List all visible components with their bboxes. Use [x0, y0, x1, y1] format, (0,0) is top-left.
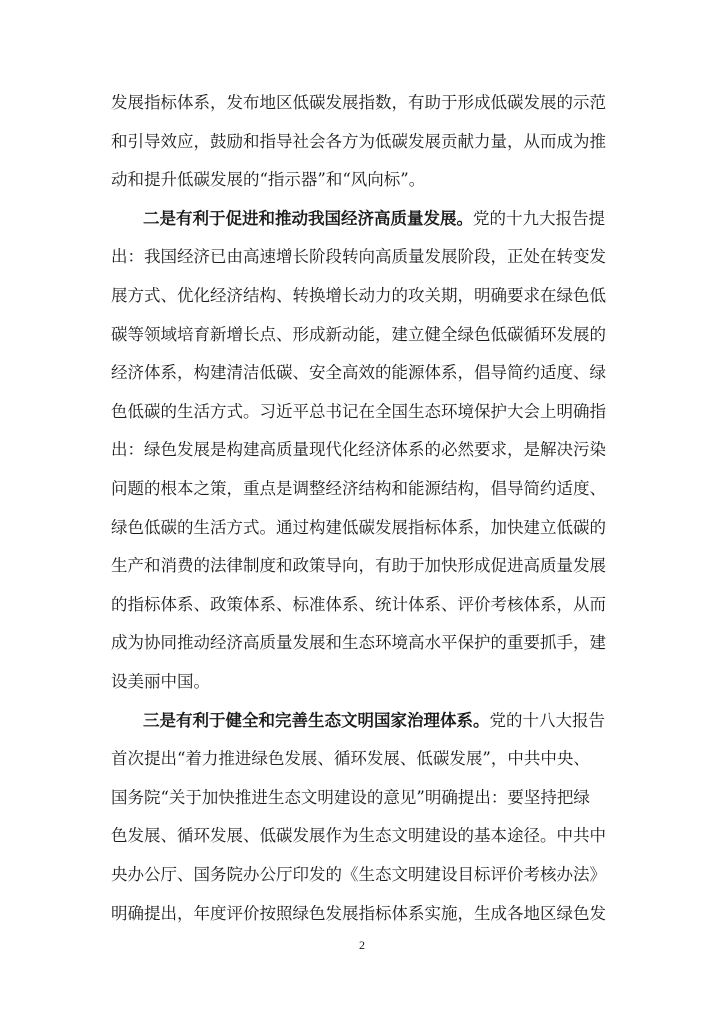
text-line: 色发展、循环发展、低碳发展作为生态文明建设的基本途径。中共中 — [111, 826, 606, 846]
text-run: 党的十八大报告 — [489, 710, 605, 730]
text-line: 绿色低碳的生活方式。通过构建低碳发展指标体系，加快建立低碳的 — [111, 517, 606, 537]
text-line: 动和提升低碳发展的“指示器”和“风向标”。 — [111, 170, 426, 190]
text-line: 色低碳的生活方式。习近平总书记在全国生态环境保护大会上明确指 — [111, 401, 606, 421]
text-line: 发展指标体系，发布地区低碳发展指数，有助于形成低碳发展的示范 — [111, 93, 606, 112]
paragraph-three-first-line — [143, 706, 614, 736]
text-line: 设美丽中国。 — [111, 672, 210, 691]
text-line: 央办公厅、国务院办公厅印发的《生态文明建设目标评价考核办法》 — [111, 865, 606, 884]
text-line: 经济体系，构建清洁低碳、安全高效的能源体系，倡导简约适度、绿 — [111, 363, 606, 383]
text-line: 国务院“关于加快推进生态文明建设的意见”明确提出：要坚持把绿 — [111, 787, 590, 807]
text-run: 党的十九大报告提 — [473, 208, 605, 228]
page-number: 2 — [359, 938, 365, 952]
text-line: 生产和消费的法律制度和政策导向，有助于加快形成促进高质量发展 — [111, 556, 606, 576]
text-line: 碳等领域培育新增长点、形成新动能，建立健全绿色低碳循环发展的 — [111, 324, 606, 344]
text-line: 出：我国经济已由高速增长阶段转向高质量发展阶段，正处在转变发 — [111, 247, 606, 267]
text-line: 和引导效应，鼓励和指导社会各方为低碳发展贡献力量，从而成为推 — [111, 131, 606, 151]
text-line: 成为协同推动经济高质量发展和生态环境高水平保护的重要抓手，建 — [111, 633, 606, 653]
paragraph-heading: 三是有利于健全和完善生态文明国家治理体系。 — [143, 710, 490, 730]
text-line: 出：绿色发展是构建高质量现代化经济体系的必然要求，是解决污染 — [111, 440, 606, 460]
text-line: 首次提出“着力推进绿色发展、循环发展、低碳发展”，中共中央、 — [111, 749, 590, 769]
text-line: 的指标体系、政策体系、标准体系、统计体系、评价考核体系，从而 — [111, 594, 606, 614]
text-line: 展方式、优化经济结构、转换增长动力的攻关期，明确要求在绿色低 — [111, 286, 606, 305]
text-line: 问题的根本之策，重点是调整经济结构和能源结构，倡导简约适度、 — [111, 479, 606, 498]
paragraph-heading: 二是有利于促进和推动我国经济高质量发展。 — [143, 208, 473, 228]
paragraph-two-first-line — [143, 204, 614, 234]
text-line: 明确提出，年度评价按照绿色发展指标体系实施，生成各地区绿色发 — [111, 903, 606, 923]
